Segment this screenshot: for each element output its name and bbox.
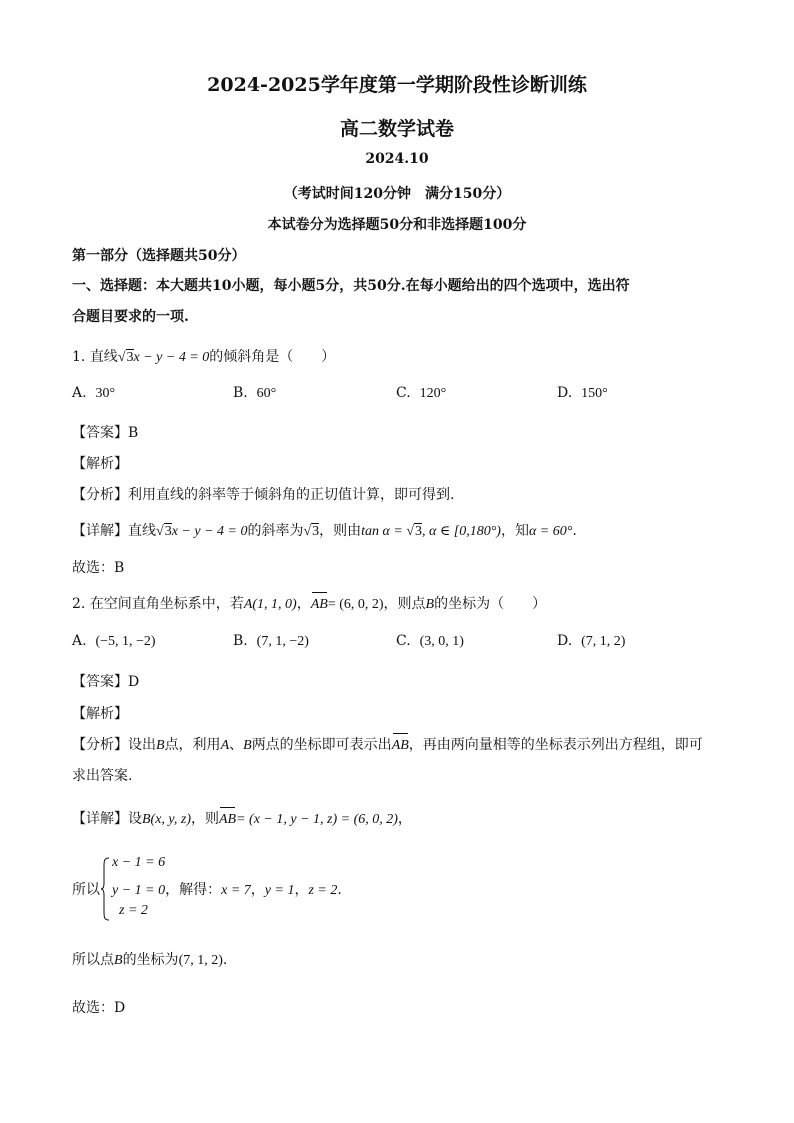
q1-number: 1. bbox=[72, 349, 86, 365]
solution-sep: ， bbox=[294, 882, 309, 898]
detail-text: 直线 bbox=[128, 523, 156, 539]
detail-text: 的斜率为 bbox=[247, 523, 304, 539]
point-b: B bbox=[243, 738, 252, 753]
system-eq2: y − 1 = 0 bbox=[112, 883, 166, 898]
q2-stem bbox=[72, 593, 546, 613]
system-eq2-line bbox=[112, 879, 342, 899]
system-eq3: z = 2 bbox=[119, 903, 148, 918]
option-label: B. bbox=[233, 633, 248, 649]
q2-fenxi-line2: 求出答案. bbox=[72, 768, 133, 784]
detail-tag: 【详解】 bbox=[72, 523, 128, 539]
system-prefix: 所以 bbox=[72, 882, 100, 898]
point-b: B bbox=[156, 738, 165, 753]
q2-point-a: A(1, 1, 0) bbox=[243, 597, 297, 612]
vector-ab bbox=[311, 597, 328, 613]
point-b: B bbox=[114, 953, 123, 968]
sqrt-sign: √ bbox=[406, 524, 415, 539]
fenxi-text: 点，利用 bbox=[164, 737, 221, 753]
option-label: A. bbox=[72, 633, 87, 649]
q2-conclusion bbox=[72, 949, 227, 969]
detail-math: x − y − 4 = 0 bbox=[171, 524, 248, 539]
q2-option-c bbox=[396, 633, 464, 650]
option-value: 150° bbox=[581, 386, 608, 401]
q2-option-a bbox=[72, 633, 156, 650]
conclusion-text: 的坐标为 bbox=[122, 952, 179, 968]
q2-point-b: B bbox=[425, 597, 435, 612]
detail-tag: 【详解】 bbox=[72, 811, 128, 827]
answer-tag: 【答案】 bbox=[72, 674, 128, 690]
exam-title: 2024-2025学年度第一学期阶段性诊断训练 bbox=[207, 74, 587, 96]
system-eq1: x − 1 = 6 bbox=[112, 855, 166, 870]
option-label: D. bbox=[557, 385, 573, 401]
solution-y: y = 1 bbox=[264, 883, 295, 898]
option-value: 60° bbox=[256, 386, 277, 401]
detail-math: B(x, y, z) bbox=[142, 812, 191, 827]
q2-fenxi bbox=[72, 734, 703, 754]
sqrt-sign: √ bbox=[117, 350, 126, 365]
exam-subtitle: 高二数学试卷 bbox=[339, 118, 454, 140]
detail-text: ，知 bbox=[500, 523, 529, 539]
detail-text: 设 bbox=[128, 811, 142, 827]
detail-math: α = 60° bbox=[528, 524, 573, 539]
q2-number: 2. bbox=[72, 596, 86, 612]
fenxi-text: ，再由两向量相等的坐标表示列出方程组，即可 bbox=[408, 737, 703, 753]
vector-label: AB bbox=[310, 597, 328, 612]
detail-math: , α ∈ [0,180°) bbox=[422, 524, 501, 539]
q1-choose: 故选：B bbox=[72, 560, 125, 576]
q2-answer bbox=[72, 671, 139, 691]
system-suffix: ，解得： bbox=[165, 882, 222, 898]
answer-tag: 【答案】 bbox=[72, 425, 128, 441]
vector-arrow bbox=[312, 592, 327, 597]
solution-end: . bbox=[337, 882, 342, 898]
sqrt-radicand: 3 bbox=[312, 524, 320, 539]
vector-arrow bbox=[220, 807, 235, 812]
sqrt-sign: √ bbox=[156, 524, 164, 539]
solution-z: z = 2 bbox=[308, 883, 338, 898]
part1-heading: 第一部分（选择题共50分） bbox=[72, 248, 246, 264]
answer-value: D bbox=[128, 674, 140, 690]
fenxi-text: 利用直线的斜率等于倾斜角的正切值计算，即可得到. bbox=[128, 487, 455, 503]
conclusion-text: 所以点 bbox=[72, 952, 114, 968]
exam-info: （考试时间120分钟 满分150分） bbox=[283, 186, 511, 202]
exam-date: 2024.10 bbox=[365, 151, 429, 167]
q1-stem-math: x − y − 4 = 0 bbox=[133, 350, 210, 365]
system-brace bbox=[100, 857, 110, 921]
fenxi-tag: 【分析】 bbox=[72, 487, 128, 503]
q1-option-d bbox=[557, 385, 608, 402]
vector-label: AB bbox=[218, 812, 237, 827]
part1-instructions-line2: 合题目要求的一项. bbox=[72, 309, 189, 325]
q1-option-a bbox=[72, 385, 115, 402]
option-label: C. bbox=[396, 633, 411, 649]
q1-option-c bbox=[396, 385, 446, 402]
exam-structure: 本试卷分为选择题50分和非选择题100分 bbox=[267, 217, 527, 233]
vector-label: AB bbox=[391, 738, 409, 753]
option-label: B. bbox=[233, 385, 248, 401]
q2-option-b bbox=[233, 633, 309, 650]
option-value: (7, 1, −2) bbox=[256, 634, 309, 649]
q2-vector-value: = (6, 0, 2) bbox=[327, 597, 384, 612]
solution-sep: ， bbox=[250, 882, 265, 898]
q1-answer bbox=[72, 422, 138, 442]
q2-stem-suffix: ，则点 bbox=[383, 596, 426, 612]
q1-detail bbox=[72, 520, 577, 540]
detail-text: ，则由 bbox=[319, 523, 362, 539]
q2-choose: 故选：D bbox=[72, 1000, 126, 1016]
detail-math: tan α = bbox=[361, 524, 407, 539]
option-value: (−5, 1, −2) bbox=[95, 634, 156, 649]
q1-fenxi bbox=[72, 484, 454, 504]
q2-stem-end: 的坐标为（ ） bbox=[434, 596, 547, 612]
q2-stem-sep: ， bbox=[296, 596, 311, 612]
part1-instructions-line1: 一、选择题：本大题共10小题，每小题5分，共50分.在每小题给出的四个选项中，选出符 bbox=[72, 278, 630, 294]
q1-option-b bbox=[233, 385, 276, 402]
option-label: D. bbox=[557, 633, 573, 649]
sqrt-radicand: 3 bbox=[415, 524, 423, 539]
q2-detail bbox=[72, 808, 412, 828]
detail-math: = (x − 1, y − 1, z) = (6, 0, 2) bbox=[236, 812, 398, 827]
conclusion-end: . bbox=[222, 952, 228, 968]
q1-stem-prefix: 直线 bbox=[89, 349, 118, 365]
option-value: (7, 1, 2) bbox=[581, 634, 626, 649]
q1-analysis-tag: 【解析】 bbox=[72, 456, 128, 472]
vector-ab bbox=[392, 738, 409, 754]
vector-arrow bbox=[393, 733, 408, 738]
option-value: (3, 0, 1) bbox=[419, 634, 464, 649]
fenxi-tag: 【分析】 bbox=[72, 737, 128, 753]
vector-ab bbox=[219, 812, 236, 828]
q2-analysis-tag: 【解析】 bbox=[72, 706, 128, 722]
q2-stem-prefix: 在空间直角坐标系中，若 bbox=[89, 596, 244, 612]
sqrt-radicand: 3 bbox=[126, 350, 134, 365]
conclusion-math: (7, 1, 2) bbox=[178, 953, 223, 968]
fenxi-text: 两点的坐标即可表示出 bbox=[251, 737, 392, 753]
option-label: C. bbox=[396, 385, 411, 401]
sqrt-radicand: 3 bbox=[164, 524, 172, 539]
sqrt-sign: √ bbox=[303, 524, 312, 539]
fenxi-text: 设出 bbox=[128, 737, 156, 753]
answer-value: B bbox=[128, 425, 139, 441]
point-a: A bbox=[220, 738, 230, 753]
option-label: A. bbox=[72, 385, 87, 401]
q2-option-d bbox=[557, 633, 625, 650]
q1-stem bbox=[72, 346, 335, 366]
solution-x: x = 7 bbox=[221, 883, 251, 898]
detail-text: . bbox=[572, 523, 577, 539]
option-value: 30° bbox=[95, 386, 116, 401]
fenxi-text: 、 bbox=[229, 737, 244, 753]
detail-text: ，则 bbox=[190, 811, 219, 827]
detail-text: ， bbox=[397, 811, 412, 827]
q1-stem-suffix: 的倾斜角是（ ） bbox=[209, 349, 336, 365]
option-value: 120° bbox=[419, 386, 447, 401]
